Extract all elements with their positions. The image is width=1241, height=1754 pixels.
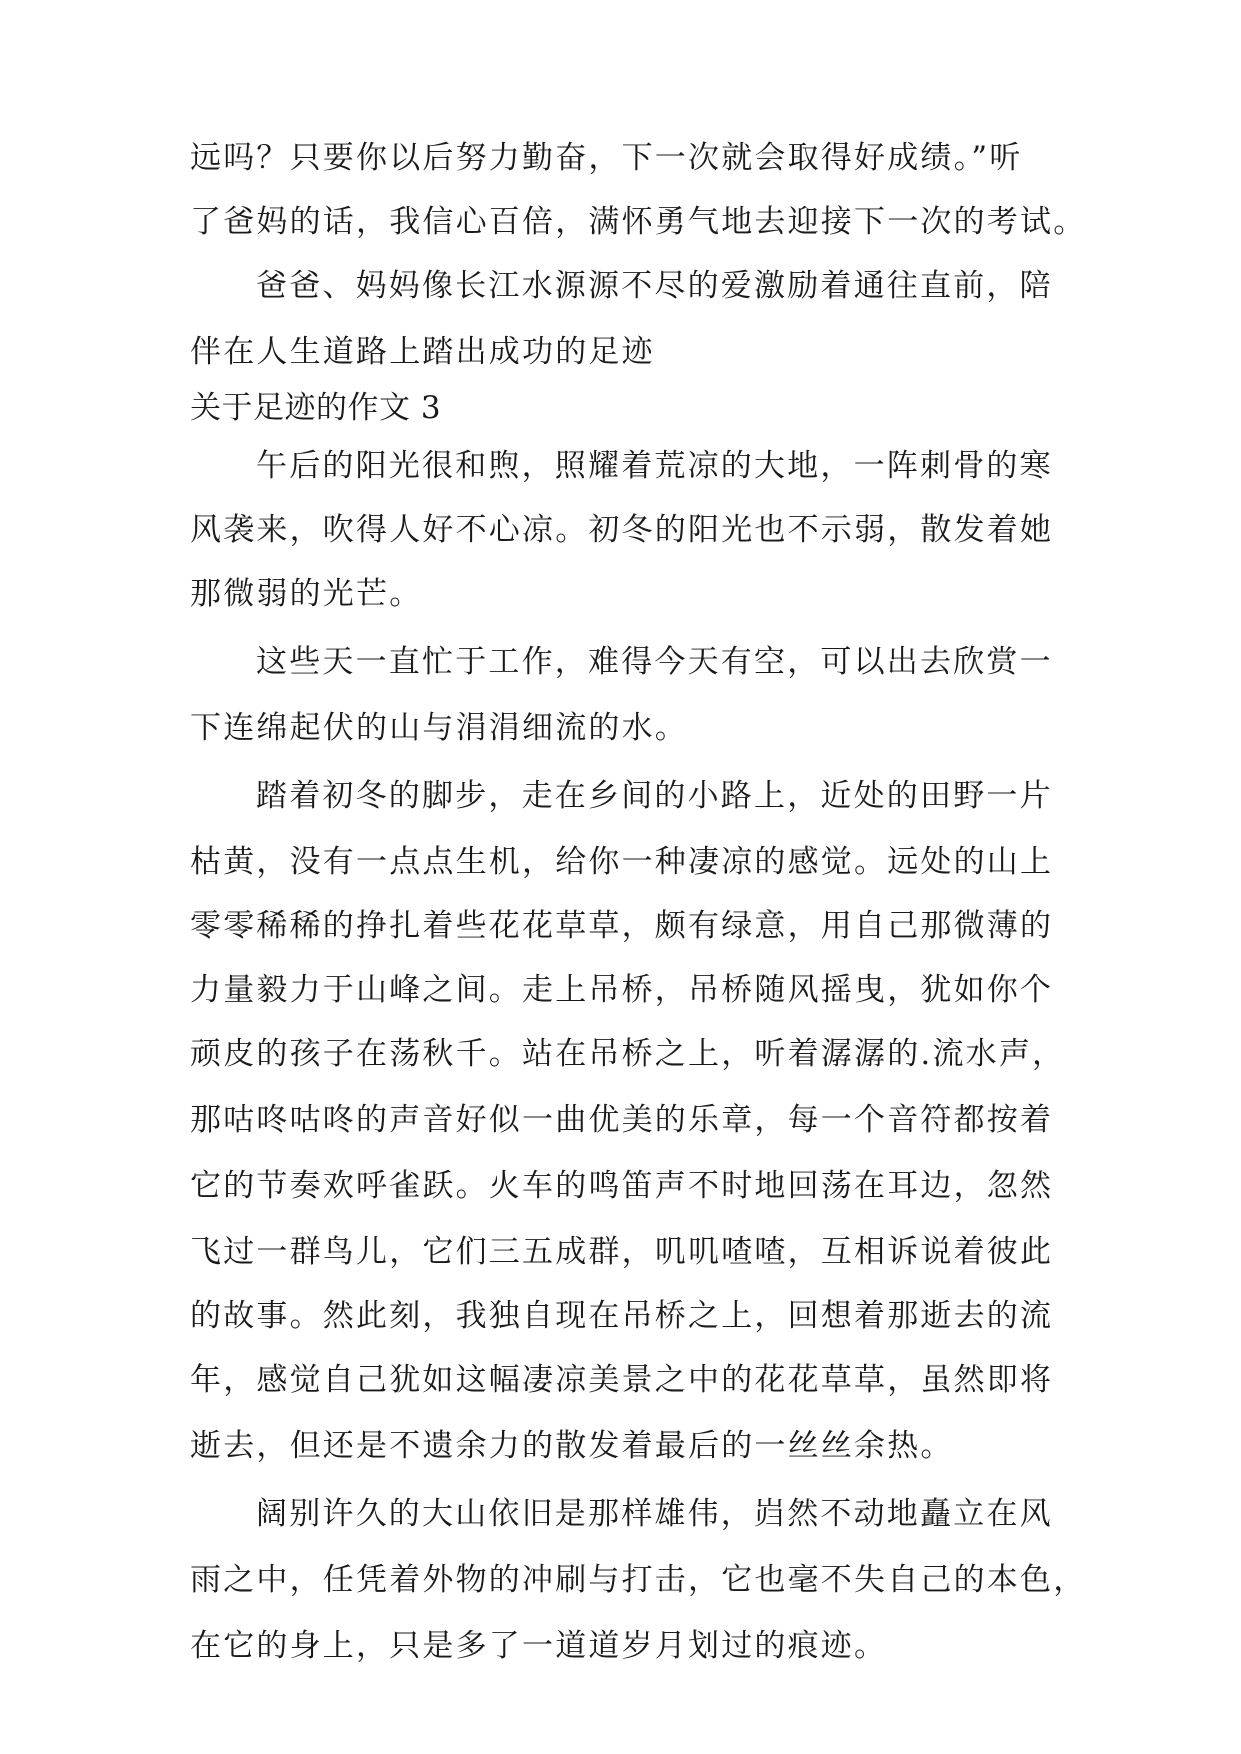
paragraph-start-line: 这些天一直忙于工作，难得今天有空，可以出去欣赏一	[256, 644, 1053, 680]
text-line: 力量毅力于山峰之间。走上吊桥，吊桥随风摇曳，犹如你个	[190, 972, 1054, 1008]
paragraph-start-line: 踏着初冬的脚步，走在乡间的小路上，近处的田野一片	[256, 778, 1053, 814]
text-line: 顽皮的孩子在荡秋千。站在吊桥之上，听着潺潺的.流水声，	[190, 1036, 1066, 1072]
text-line: 远吗？只要你以后努力勤奋，下一次就会取得好成绩。”听	[190, 140, 1023, 176]
text-line: 飞过一群鸟儿，它们三五成群，叽叽喳喳，互相诉说着彼此	[190, 1234, 1054, 1270]
text-line: 那咕咚咕咚的声音好似一曲优美的乐章，每一个音符都按着	[190, 1102, 1054, 1138]
text-line: 年，感觉自己犹如这幅凄凉美景之中的花花草草，虽然即将	[190, 1362, 1054, 1398]
text-line: 枯黄，没有一点点生机，给你一种凄凉的感觉。远处的山上	[190, 844, 1054, 880]
text-line: 它的节奏欢呼雀跃。火车的鸣笛声不时地回荡在耳边，忽然	[190, 1168, 1054, 1204]
text-line: 下连绵起伏的山与涓涓细流的水。	[190, 710, 688, 746]
paragraph-start-line: 午后的阳光很和煦，照耀着荒凉的大地，一阵刺骨的寒	[256, 448, 1053, 484]
text-line: 雨之中，任凭着外物的冲刷与打击，它也毫不失自己的本色，	[190, 1562, 1087, 1598]
text-line: 逝去，但还是不遗余力的散发着最后的一丝丝余热。	[190, 1428, 954, 1464]
paragraph-start-line: 爸爸、妈妈像长江水源源不尽的爱激励着通往直前，陪	[256, 268, 1053, 304]
paragraph-start-line: 阔别许久的大山依旧是那样雄伟，岿然不动地矗立在风	[256, 1496, 1053, 1532]
section-heading: 关于足迹的作文 3	[190, 390, 442, 426]
text-line: 那微弱的光芒。	[190, 576, 423, 612]
text-line: 风袭来，吹得人好不心凉。初冬的阳光也不示弱，散发着她	[190, 512, 1054, 548]
text-line: 的故事。然此刻，我独自现在吊桥之上，回想着那逝去的流	[190, 1298, 1054, 1334]
text-line: 在它的身上，只是多了一道道岁月划过的痕迹。	[190, 1628, 888, 1664]
text-line: 伴在人生道路上踏出成功的足迹	[190, 334, 655, 370]
text-line: 了爸妈的话，我信心百倍，满怀勇气地去迎接下一次的考试。	[190, 204, 1087, 240]
text-line: 零零稀稀的挣扎着些花花草草，颇有绿意，用自己那微薄的	[190, 908, 1054, 944]
